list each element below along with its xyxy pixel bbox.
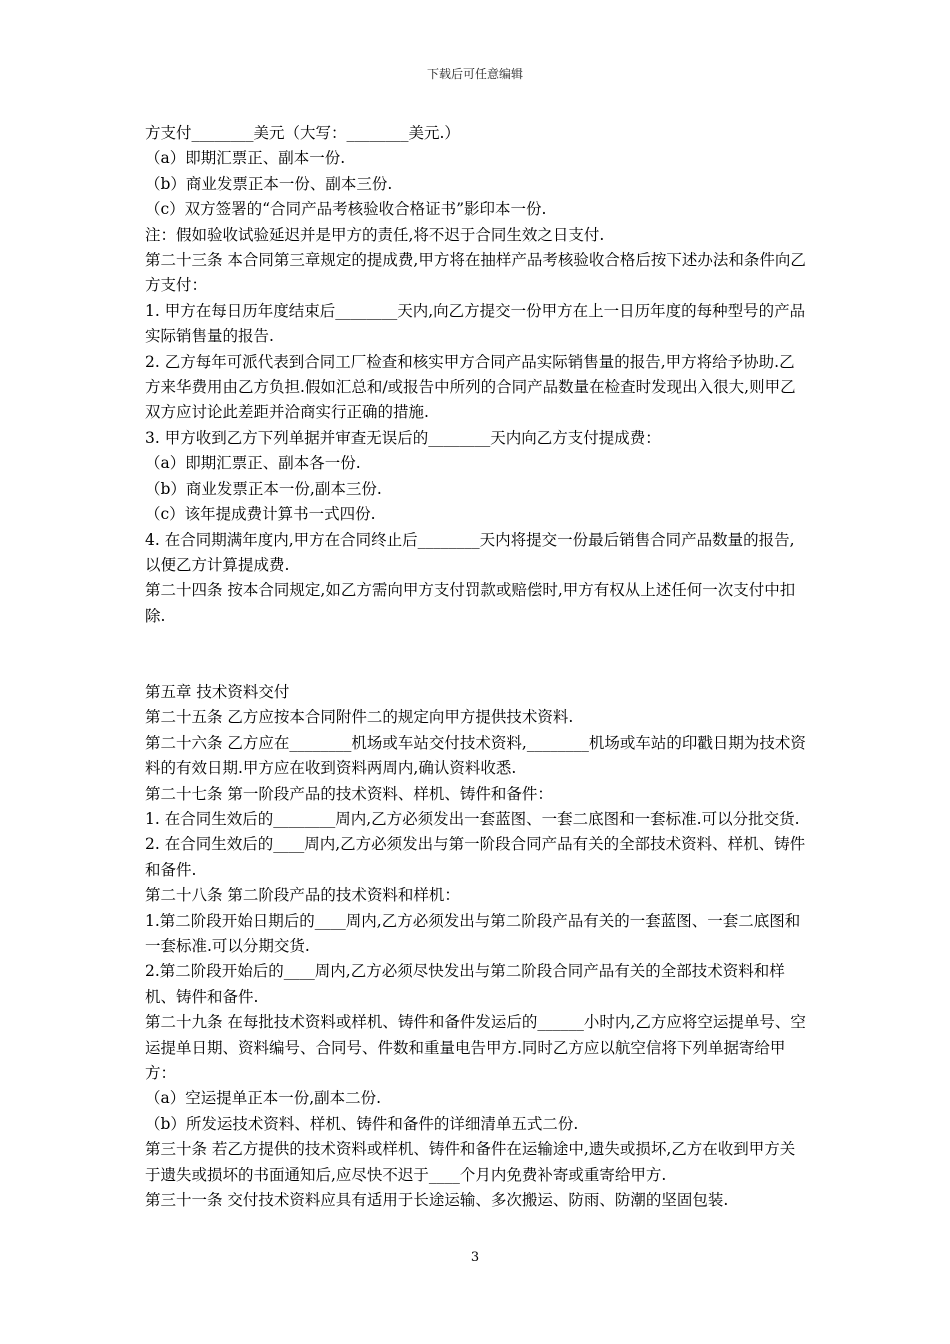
paragraph: 第二十三条 本合同第三章规定的提成费,甲方将在抽样产品考核验收合格后按下述办法和条件向乙方支付：: [145, 251, 806, 295]
paragraph: 3. 甲方收到乙方下列单据并审查无误后的________天内向乙方支付提成费：: [145, 428, 661, 447]
paragraph: 第二十四条 按本合同规定,如乙方需向甲方支付罚款或赔偿时,甲方有权从上述任何一次支付中扣除.: [145, 581, 796, 625]
paragraph: 2.第二阶段开始后的____周内,乙方必须尽快发出与第二阶段合同产品有关的全部技术资料和样机、铸件和备件.: [145, 962, 785, 1006]
chapter-heading: 第五章 技术资料交付: [145, 682, 290, 701]
paragraph: 第二十六条 乙方应在________机场或车站交付技术资料,________机场或车站的印戳日期为技术资料的有效日期.甲方应在收到资料两周内,确认资料收悉.: [145, 733, 806, 778]
paragraph: 第二十五条 乙方应按本合同附件二的规定向甲方提供技术资料.: [145, 708, 574, 727]
paragraph: 2. 乙方每年可派代表到合同工厂检查和核实甲方合同产品实际销售量的报告,甲方将给予协助.乙方来华费用由乙方负担.假如汇总和/或报告中所列的合同产品数量在检查时发现出入很大,则甲乙双方应讨论此差距并洽商实行正确的措施.: [145, 352, 796, 422]
paragraph: （c）双方签署的“合同产品考核验收合格证书”影印本一份.: [145, 200, 547, 219]
paragraph: 4. 在合同期满年度内,甲方在合同终止后________天内将提交一份最后销售合同产品数量的报告,以便乙方计算提成费.: [145, 530, 795, 574]
section-gap: [145, 629, 810, 680]
paragraph: 第二十七条 第一阶段产品的技术资料、样机、铸件和备件：: [145, 784, 553, 803]
paragraph: 1. 在合同生效后的________周内,乙方必须发出一套蓝图、一套二底图和一套标准.可以分批交货.: [145, 809, 800, 828]
section-technical-data-delivery: [145, 680, 810, 1214]
paragraph: （a）即期汇票正、副本各一份.: [145, 454, 361, 473]
paragraph: 2. 在合同生效后的____周内,乙方必须发出与第一阶段合同产品有关的全部技术资料、样机、铸件和备件.: [145, 835, 806, 879]
paragraph: 注：假如验收试验延迟并是甲方的责任,将不迟于合同生效之日支付.: [145, 225, 605, 244]
page-number: 3: [470, 1250, 480, 1265]
paragraph: 方支付________美元（大写：________美元.）: [145, 124, 460, 142]
paragraph: 第二十八条 第二阶段产品的技术资料和样机：: [145, 886, 460, 905]
paragraph: 1.第二阶段开始日期后的____周内,乙方必须发出与第二阶段产品有关的一套蓝图、一套二底图和一套标准.可以分期交货.: [145, 911, 801, 955]
paragraph: 第二十九条 在每批技术资料或样机、铸件和备件发运后的______小时内,乙方应将空运提单号、空运提单日期、资料编号、合同号、件数和重量电告甲方.同时乙方应以航空信将下列单据寄给甲方：: [145, 1013, 806, 1083]
paragraph: （c）该年提成费计算书一式四份.: [145, 505, 376, 524]
paragraph: （b）商业发票正本一份,副本三份.: [145, 479, 382, 498]
document-body: [145, 121, 810, 1213]
section-payment-terms: [145, 121, 810, 629]
paragraph: （a）空运提单正本一份,副本二份.: [145, 1089, 382, 1108]
paragraph: 1. 甲方在每日历年度结束后________天内,向乙方提交一份甲方在上一日历年度的每种型号的产品实际销售量的报告.: [145, 301, 806, 346]
paragraph: 第三十条 若乙方提供的技术资料或样机、铸件和备件在运输途中,遗失或损坏,乙方在收到甲方关于遗失或损坏的书面通知后,应尽快不迟于____个月内免费补寄或重寄给甲方.: [145, 1140, 796, 1184]
paragraph: （b）商业发票正本一份、副本三份.: [145, 174, 393, 193]
paragraph: （a）即期汇票正、副本一份.: [145, 149, 346, 168]
paragraph: 第三十一条 交付技术资料应具有适用于长途运输、多次搬运、防雨、防潮的坚固包装.: [145, 1191, 729, 1210]
page-header-note: 下载后可任意编辑: [426, 67, 523, 81]
paragraph: （b）所发运技术资料、样机、铸件和备件的详细清单五式二份.: [145, 1114, 579, 1133]
